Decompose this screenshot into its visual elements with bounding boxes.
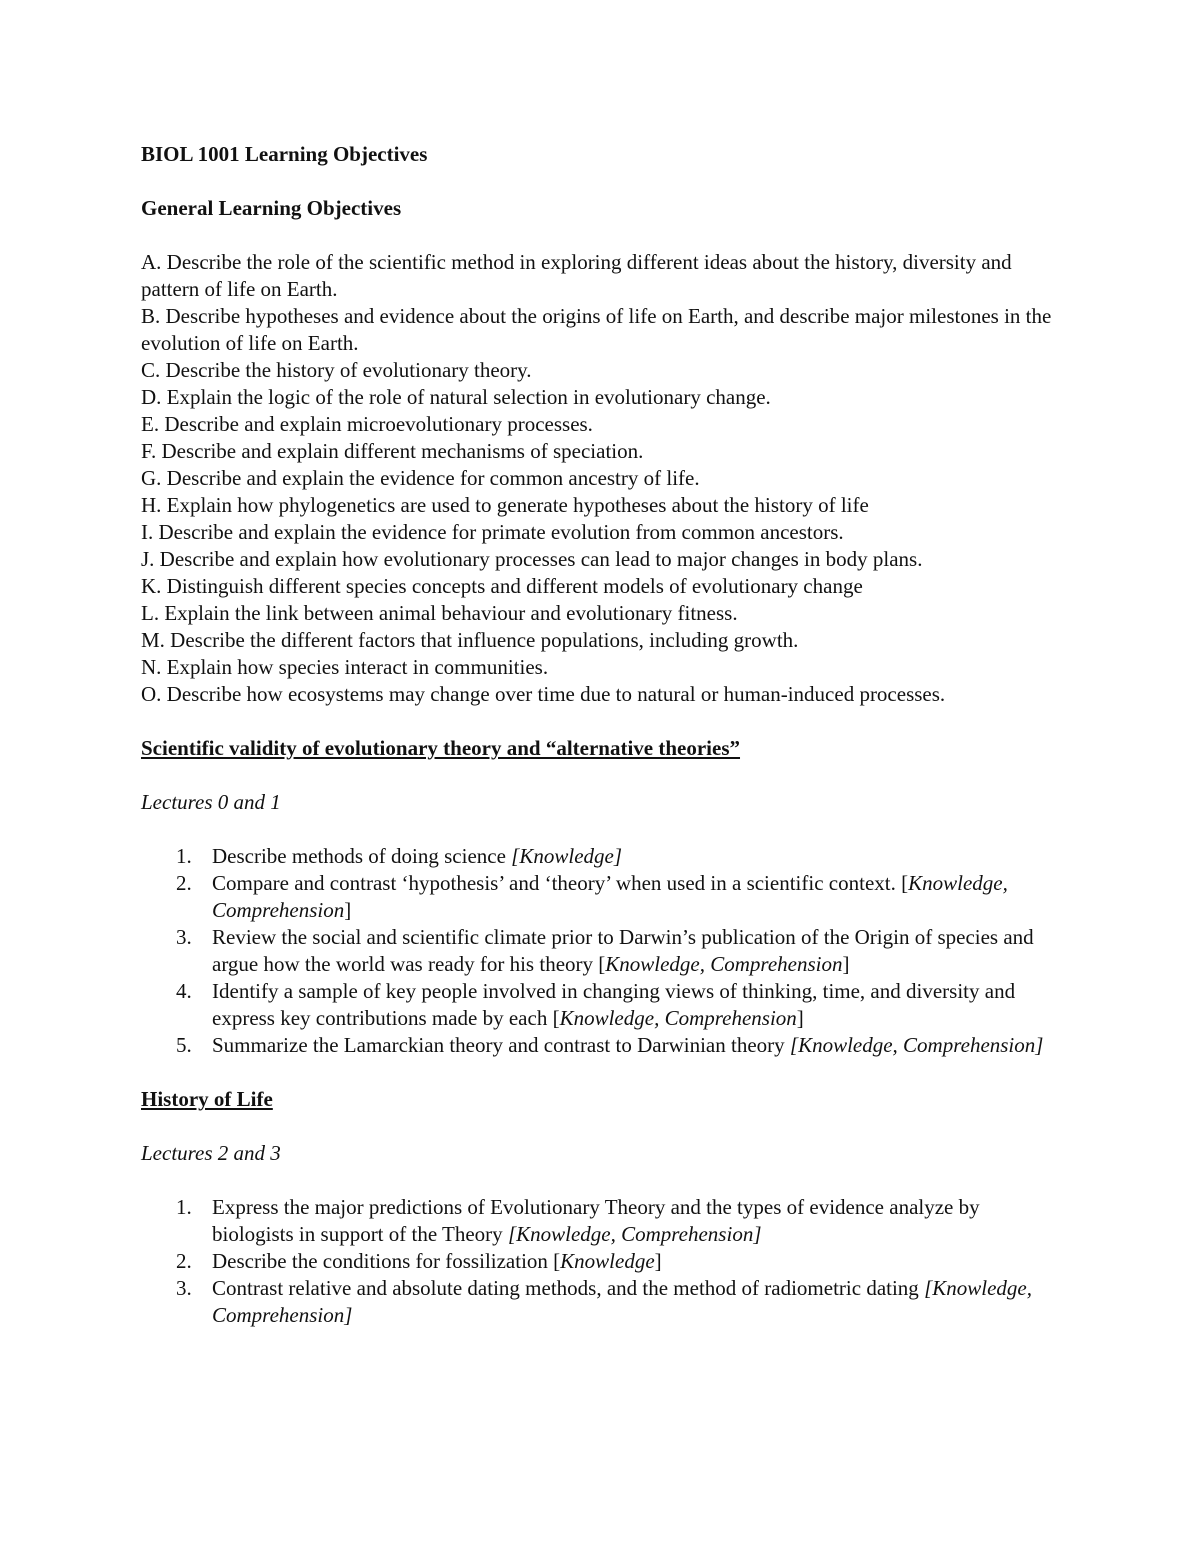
- general-objective-b: B. Describe hypotheses and evidence about the origins of life on Earth, and describe major milestones in the evolution of life on Earth.: [141, 304, 1052, 355]
- tag-close: ]: [654, 1249, 662, 1273]
- objectives-list: [141, 1194, 1061, 1329]
- bloom-tag: Knowledge: [560, 1249, 655, 1273]
- general-objective-h: H. Explain how phylogenetics are used to generate hypotheses about the history of life: [141, 493, 869, 517]
- general-objective-a: A. Describe the role of the scientific method in exploring different ideas about the history, diversity and pattern of life on Earth.: [141, 250, 1012, 301]
- tag-open: [: [553, 1249, 561, 1273]
- item-text: Review the social and scientific climate prior to Darwin’s publication of the Origin of species and argue how the world was ready for his theory: [212, 925, 1034, 976]
- general-objectives-list: [141, 249, 1061, 708]
- general-objective-m: M. Describe the different factors that influence populations, including growth.: [141, 628, 799, 652]
- bloom-tag: Knowledge, Comprehension: [559, 1006, 797, 1030]
- bloom-tag: [Knowledge, Comprehension]: [789, 1033, 1044, 1057]
- general-objective-k: K. Distinguish different species concepts and different models of evolutionary change: [141, 574, 863, 598]
- general-objective-o: O. Describe how ecosystems may change over time due to natural or human-induced processes.: [141, 682, 946, 706]
- item-number: 2.: [176, 1249, 192, 1273]
- general-objective-l: L. Explain the link between animal behaviour and evolutionary fitness.: [141, 601, 738, 625]
- item-text: Describe methods of doing science: [212, 844, 512, 868]
- item-text: Summarize the Lamarckian theory and contrast to Darwinian theory: [212, 1033, 790, 1057]
- item-text: Compare and contrast ‘hypothesis’ and ‘theory’ when used in a scientific context.: [212, 871, 902, 895]
- general-objective-i: I. Describe and explain the evidence for primate evolution from common ancestors.: [141, 520, 844, 544]
- item-text: Identify a sample of key people involved in changing views of thinking, time, and diversity and express key contributions made by each: [212, 979, 1016, 1030]
- item-number: 1.: [176, 844, 192, 868]
- objective-item: [141, 1194, 1061, 1248]
- general-objective-j: J. Describe and explain how evolutionary processes can lead to major changes in body plans.: [141, 547, 923, 571]
- general-objective-c: C. Describe the history of evolutionary theory.: [141, 358, 532, 382]
- lectures-label: Lectures 2 and 3: [141, 1141, 281, 1165]
- item-text: Contrast relative and absolute dating methods, and the method of radiometric dating: [212, 1276, 925, 1300]
- bloom-tag: [Knowledge, Comprehension]: [507, 1222, 762, 1246]
- item-text: Express the major predictions of Evolutionary Theory and the types of evidence analyze by biologists in support of the Theory: [212, 1195, 980, 1246]
- objective-item: [141, 870, 1061, 924]
- general-objective-e: E. Describe and explain microevolutionary processes.: [141, 412, 593, 436]
- objective-item: [141, 1032, 1061, 1059]
- objectives-list: [141, 843, 1061, 1059]
- document-page: [141, 141, 1061, 1329]
- section-heading-scientific-validity: Scientific validity of evolutionary theory and “alternative theories”: [141, 736, 741, 760]
- objective-item: [141, 843, 1061, 870]
- tag-close: ]: [796, 1006, 804, 1030]
- item-number: 3.: [176, 925, 192, 949]
- bloom-tag: Knowledge, Comprehension: [212, 871, 1008, 922]
- general-objectives-heading: General Learning Objectives: [141, 196, 402, 220]
- tag-close: ]: [842, 952, 850, 976]
- general-objective-d: D. Explain the logic of the role of natural selection in evolutionary change.: [141, 385, 771, 409]
- objective-item: [141, 924, 1061, 978]
- item-number: 5.: [176, 1033, 192, 1057]
- item-number: 2.: [176, 871, 192, 895]
- tag-open: [: [598, 952, 606, 976]
- item-number: 3.: [176, 1276, 192, 1300]
- item-text: Describe the conditions for fossilization: [212, 1249, 554, 1273]
- bloom-tag: Knowledge, Comprehension: [605, 952, 843, 976]
- tag-close: ]: [344, 898, 352, 922]
- item-number: 4.: [176, 979, 192, 1003]
- bloom-tag: [Knowledge, Comprehension]: [212, 1276, 1032, 1327]
- objective-item: [141, 978, 1061, 1032]
- tag-open: [: [552, 1006, 560, 1030]
- section-heading-history-of-life: History of Life: [141, 1087, 273, 1111]
- bloom-tag: [Knowledge]: [511, 844, 623, 868]
- document-title: BIOL 1001 Learning Objectives: [141, 142, 428, 166]
- tag-open: [: [901, 871, 909, 895]
- objective-item: [141, 1275, 1061, 1329]
- general-objective-g: G. Describe and explain the evidence for common ancestry of life.: [141, 466, 700, 490]
- lectures-label: Lectures 0 and 1: [141, 790, 281, 814]
- item-number: 1.: [176, 1195, 192, 1219]
- objective-item: [141, 1248, 1061, 1275]
- general-objective-f: F. Describe and explain different mechanisms of speciation.: [141, 439, 644, 463]
- general-objective-n: N. Explain how species interact in communities.: [141, 655, 549, 679]
